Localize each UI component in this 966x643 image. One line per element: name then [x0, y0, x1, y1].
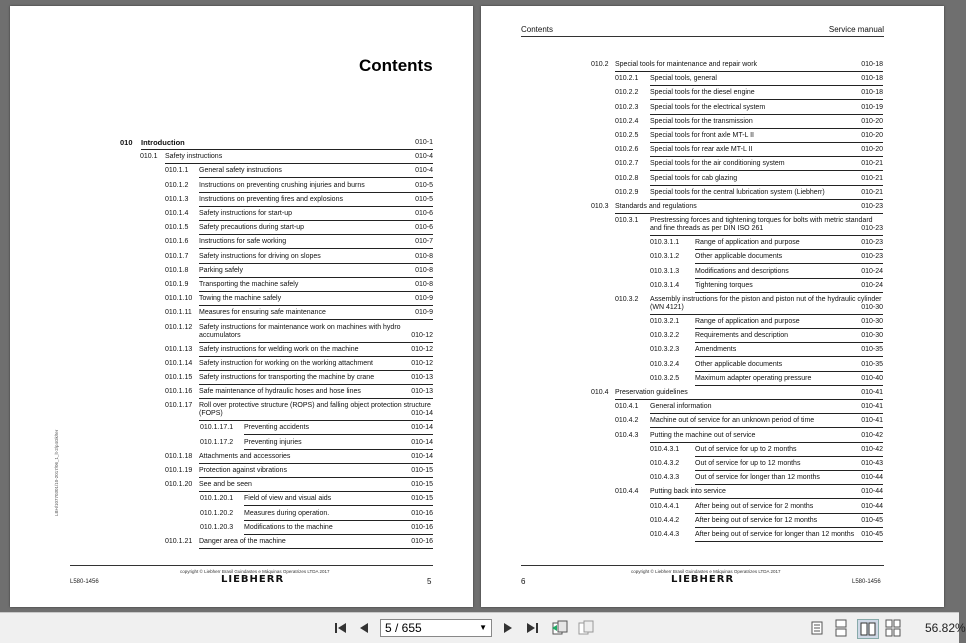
toc-entry-page: 010-4 [415, 153, 433, 161]
toc-entry-title: Machine out of service for an unknown period of time [650, 417, 883, 428]
toc-entry-page: 010-23 [861, 203, 883, 210]
first-page-icon[interactable] [332, 619, 350, 637]
toc-entry-title: Danger area of the machine [199, 538, 433, 549]
toc-entry[interactable] [650, 446, 883, 456]
toc-entry-number: 010.1.17 [165, 402, 193, 410]
toc-entry[interactable] [165, 267, 433, 277]
toc-entry-title: Other applicable documents [695, 361, 883, 372]
toc-entry-title: Safety precautions during start-up [199, 224, 433, 235]
toc-entry-page: 010-8 [415, 281, 433, 288]
toc-entry-number: 010.3.1.4 [650, 281, 680, 289]
toc-entry[interactable] [615, 160, 883, 170]
left-page [10, 6, 473, 607]
toc-entry-page: 010-4 [415, 167, 433, 175]
toc-entry[interactable] [165, 182, 433, 192]
toc-entry[interactable] [615, 417, 883, 427]
toc-entry-title: Preservation guidelines [615, 389, 883, 400]
toc-entry[interactable] [200, 495, 433, 505]
toc-entry-page: 010-45 [861, 516, 883, 524]
toc-entry[interactable] [165, 224, 433, 234]
toc-entry-number: 010.3.1.3 [650, 267, 680, 275]
page-number-input[interactable] [380, 619, 492, 637]
toc-entry-title: Attachments and accessories [199, 453, 433, 464]
toc-entry[interactable] [650, 318, 883, 328]
toc-entry-page: 010-20 [861, 132, 883, 139]
toc-entry-title: Measures for ensuring safe maintenance [199, 309, 433, 320]
toc-entry-page: 010-15 [411, 495, 433, 503]
footer-model: L580-1456 [70, 579, 99, 585]
toc-entry-title: Protection against vibrations [199, 467, 433, 478]
toc-entry-title: Safety instructions for start-up [199, 210, 433, 221]
toc-entry-number: 010.1 [140, 153, 158, 161]
toc-entry-title: Field of view and visual aids [244, 495, 433, 506]
toc-entry[interactable] [165, 346, 433, 356]
toc-entry[interactable] [165, 374, 433, 384]
toc-entry-number: 010.1.2 [165, 181, 189, 189]
toc-entry-title: General information [650, 403, 883, 414]
toc-entry-number: 010.4.2 [615, 417, 639, 425]
toc-entry[interactable] [650, 361, 883, 371]
toc-entry-number: 010.4.4 [615, 488, 639, 496]
toc-entry-page: 010-20 [861, 146, 883, 154]
toc-entry-title: Special tools for the transmission [650, 118, 883, 129]
toc-entry[interactable] [615, 403, 883, 413]
toc-entry-title: Preventing accidents [244, 424, 433, 435]
toc-entry-page: 010-45 [861, 531, 883, 538]
toc-entry[interactable] [165, 238, 433, 248]
toc-entry-page: 010-30 [861, 332, 883, 340]
toc-entry[interactable] [165, 481, 433, 491]
continuous-icon[interactable] [833, 619, 849, 637]
toc-entry-page: 010-44 [861, 488, 883, 496]
facing-icon[interactable] [857, 619, 879, 639]
toc-entry-number: 010.4.3.3 [650, 474, 680, 482]
toc-entry-title: After being out of service for longer than 12 months [695, 531, 883, 542]
toc-entry-page: 010-5 [415, 181, 433, 189]
toc-entry-title: Out of service for up to 2 months [695, 446, 883, 457]
toc-entry-page: 010-30 [861, 304, 883, 311]
toc-entry[interactable] [165, 295, 433, 305]
toc-entry[interactable] [650, 346, 883, 356]
toc-entry-title: Modifications and descriptions [695, 268, 883, 279]
toc-entry-number: 010.1.7 [165, 252, 189, 260]
toc-entry-title: After being out of service for 2 months [695, 503, 883, 514]
last-page-icon[interactable] [523, 619, 541, 637]
toc-entry-title: Towing the machine safely [199, 295, 433, 306]
toc-entry-title: Other applicable documents [695, 253, 883, 264]
toc-entry-page: 010-24 [861, 281, 883, 289]
toc-entry-number: 010.3.2.1 [650, 318, 680, 325]
toc-entry-number: 010.4.1 [615, 403, 639, 411]
toc-entry-page: 010-14 [411, 410, 433, 418]
toc-entry-number: 010.1.1 [165, 167, 189, 175]
toc-entry-page: 010-23 [861, 253, 883, 261]
toc-entry[interactable] [165, 253, 433, 263]
toc-entry[interactable] [615, 488, 883, 498]
toc-entry-number: 010.3.1.1 [650, 239, 680, 247]
toc-entry-number: 010.4.3 [615, 431, 639, 439]
toc-entry-page: 010-12 [411, 345, 433, 353]
toc-entry[interactable] [650, 268, 883, 278]
header-left: Contents [521, 25, 554, 34]
toc-entry[interactable] [650, 375, 883, 385]
toc-entry-number: 010.4.4.3 [650, 531, 680, 538]
toc-entry-number: 010.4.3.1 [650, 445, 680, 453]
toc-entry-title: General safety instructions [199, 167, 433, 178]
toc-entry-page: 010-9 [415, 309, 433, 317]
toc-entry-number: 010.1.6 [165, 238, 189, 246]
toc-entry-title: Safety instructions for welding work on the machine [199, 346, 433, 357]
toc-entry-page: 010-12 [411, 359, 433, 367]
toc-entry-page: 010-14 [411, 438, 433, 446]
toc-entry-page: 010-8 [415, 252, 433, 260]
toc-entry-number: 010.1.20 [165, 481, 193, 489]
toc-entry[interactable] [165, 388, 433, 398]
toc-entry-number: 010.2.6 [615, 146, 639, 154]
toc-entry-page: 010-6 [415, 210, 433, 217]
toc-entry-title: Special tools for the electrical system [650, 104, 883, 115]
footer-page-number: 6 [521, 577, 526, 586]
toc-entry-title: Amendments [695, 346, 883, 357]
toc-entry-number: 010.1.11 [165, 309, 192, 317]
toc-entry-title: Special tools for front axle MT-L II [650, 132, 883, 143]
toc-entry-title: Out of service for up to 12 months [695, 460, 883, 471]
toc-entry[interactable] [591, 389, 883, 399]
toc-entry-page: 010-15 [411, 467, 433, 474]
toc-entry-number: 010.2.7 [615, 160, 639, 168]
toc-entry-page: 010-21 [861, 188, 883, 196]
toc-entry[interactable] [200, 424, 433, 434]
toc-entry[interactable] [615, 118, 883, 128]
toc-entry[interactable] [650, 253, 883, 263]
footer-copyright: copyright © Liebherr Brasil Guindastes e Máquinas Operatrizes LTDA 2017 [180, 569, 330, 574]
toc-entry[interactable] [615, 296, 883, 314]
toc-entry-number: 010.1.12 [165, 323, 193, 331]
toc-entry-page: 010-30 [861, 318, 883, 325]
toc-entry-title: Special tools for the central lubrication system (Liebherr) [650, 189, 883, 200]
toc-entry-number: 010.4.4.1 [650, 502, 680, 510]
toc-entry-number: 010.4 [591, 389, 609, 396]
toc-entry[interactable] [165, 360, 433, 370]
toc-entry-title: Range of application and purpose [695, 318, 883, 329]
page-indicator: 5 / 655 [385, 621, 422, 635]
toc-entry-title: Instructions on preventing crushing injuries and burns [199, 182, 433, 193]
toc-entry[interactable] [615, 175, 883, 185]
toc-entry[interactable] [200, 524, 433, 534]
toc-entry-number: 010.3.1.2 [650, 253, 680, 261]
toc-entry-page: 010-19 [861, 103, 883, 111]
toc-entry-number: 010.1.5 [165, 224, 189, 232]
toc-entry[interactable] [165, 196, 433, 206]
toc-entry-page: 010-23 [861, 225, 883, 233]
toc-entry-number: 010.1.20.2 [200, 509, 234, 517]
toc-entry-page: 010-42 [861, 445, 883, 453]
footer-page-number: 5 [427, 577, 432, 586]
toc-entry-title: Putting back into service [650, 488, 883, 499]
toc-entry-title: Introduction [141, 139, 433, 150]
toc-entry-title: Special tools for the diesel engine [650, 89, 883, 100]
toc-entry[interactable] [615, 75, 883, 85]
toc-entry-page: 010-35 [861, 360, 883, 368]
toc-entry-title: Prestressing forces and tightening torques for bolts with metric standard and fine threads as per DIN ISO 261 [650, 217, 883, 236]
toc-entry[interactable] [615, 89, 883, 99]
toc-entry-page: 010-14 [411, 424, 433, 432]
toc-entry-number: 010.1.4 [165, 210, 189, 217]
toc-entry-number: 010.1.18 [165, 452, 193, 460]
liebherr-logo: LIEBHERR [671, 574, 735, 585]
toc-entry[interactable] [165, 324, 433, 342]
liebherr-logo: LIEBHERR [221, 574, 285, 585]
footer-model: L580-1456 [852, 579, 881, 585]
right-page [481, 6, 944, 607]
prev-page-icon[interactable] [356, 619, 372, 637]
toc-entry-number: 010.2.1 [615, 75, 639, 83]
toc-entry-page: 010-5 [415, 195, 433, 203]
toc-entry-page: 010-8 [415, 266, 433, 274]
toc-entry-page: 010-18 [861, 61, 883, 68]
toc-entry-title: Modifications to the machine [244, 524, 433, 535]
toc-entry-page: 010-15 [411, 481, 433, 489]
toc-entry[interactable] [591, 203, 883, 213]
toc-entry-title: After being out of service for 12 months [695, 517, 883, 528]
toc-entry-page: 010-43 [861, 460, 883, 467]
toc-entry-title: Tightening torques [695, 282, 883, 293]
toc-entry-title: Special tools, general [650, 75, 883, 86]
toc-entry-page: 010-41 [861, 417, 883, 425]
toc-entry-title: Putting the machine out of service [650, 432, 883, 443]
toc-entry-page: 010-21 [861, 174, 883, 182]
toc-entry-page: 010-16 [411, 523, 433, 531]
toc-entry-number: 010.1.17.1 [200, 424, 234, 432]
toc-entry[interactable] [650, 474, 883, 484]
toc-entry[interactable] [650, 531, 883, 541]
toc-entry-number: 010.4.4.2 [650, 516, 680, 524]
toc-entry-number: 010.4.3.2 [650, 460, 680, 467]
toc-entry-number: 010.1.8 [165, 266, 189, 274]
toc-entry-page: 010-35 [861, 346, 883, 354]
toc-entry[interactable] [200, 510, 433, 520]
toc-entry-number: 010.2.2 [615, 89, 639, 97]
toc-entry-title: Out of service for longer than 12 months [695, 474, 883, 485]
toc-entry[interactable] [615, 432, 883, 442]
toc-entry-title: Safety instructions for transporting the machine by crane [199, 374, 433, 385]
toc-entry-title: Instructions on preventing fires and explosions [199, 196, 433, 207]
toc-entry-page: 010-7 [415, 238, 433, 246]
toc-entry-number: 010.1.17.2 [200, 438, 234, 446]
toc-entry-page: 010-12 [411, 331, 433, 339]
toc-entry-number: 010.2.5 [615, 132, 639, 139]
toc-entry-number: 010.2.8 [615, 174, 639, 182]
toc-entry-page: 010-41 [861, 403, 883, 411]
toc-entry[interactable] [165, 538, 433, 548]
toc-entry-page: 010-9 [415, 295, 433, 303]
toc-entry-title: Instructions for safe working [199, 238, 433, 249]
toc-entry-page: 010-41 [861, 389, 883, 396]
toc-entry-title: Maximum adapter operating pressure [695, 375, 883, 386]
toc-entry-title: Transporting the machine safely [199, 281, 433, 292]
toc-entry-number: 010.1.21 [165, 538, 193, 545]
toc-entry[interactable] [165, 453, 433, 463]
toc-entry-title: Requirements and description [695, 332, 883, 343]
toc-entry-page: 010-24 [861, 267, 883, 275]
toc-entry-page: 010-14 [411, 452, 433, 460]
toc-entry-number: 010.1.15 [165, 374, 193, 381]
toc-entry-title: Special tools for the air conditioning system [650, 160, 883, 171]
footer-rule [521, 565, 884, 566]
toc-entry[interactable] [615, 104, 883, 114]
toc-entry[interactable] [650, 282, 883, 292]
toc-entry-page: 010-13 [411, 374, 433, 381]
contents-heading: Contents [359, 56, 433, 75]
toc-entry-page: 010-16 [411, 538, 433, 545]
toc-entry-number: 010.3.2.2 [650, 332, 680, 340]
toc-entry-title: Parking safely [199, 267, 433, 278]
toc-entry-page: 010-18 [861, 75, 883, 83]
toc-entry-page: 010-23 [861, 239, 883, 247]
toc-entry-title: Roll over protective structure (ROPS) and falling object protection structure (FOPS) [199, 402, 433, 421]
toc-entry-number: 010.3.2.3 [650, 346, 680, 354]
toc-entry[interactable] [615, 217, 883, 235]
toc-entry-title: Preventing injuries [244, 439, 433, 450]
toc-entry[interactable] [165, 467, 433, 477]
toc-entry[interactable] [165, 281, 433, 291]
toc-entry-page: 010-44 [861, 502, 883, 510]
toc-entry[interactable] [165, 402, 433, 420]
toc-entry-number: 010.3.2.5 [650, 374, 680, 382]
toc-entry-page: 010-13 [411, 388, 433, 396]
toc-entry[interactable] [650, 239, 883, 249]
toc-entry-title: Standards and regulations [615, 203, 883, 214]
toc-entry-title: Safety instructions for driving on slopes [199, 253, 433, 264]
toc-entry[interactable] [650, 517, 883, 527]
toc-entry-number: 010.1.16 [165, 388, 193, 396]
toc-entry-number: 010.2.9 [615, 188, 639, 196]
single-page-icon[interactable] [809, 619, 825, 637]
go-back-icon[interactable] [550, 619, 570, 637]
toc-entry-number: 010.2.3 [615, 103, 639, 111]
toc-entry[interactable] [650, 460, 883, 470]
header-right: Service manual [828, 25, 884, 34]
toolbar [0, 612, 966, 643]
toc-entry[interactable] [591, 61, 883, 71]
toc-entry[interactable] [615, 146, 883, 156]
chevron-down-icon[interactable]: ▼ [479, 623, 487, 632]
toc-entry-title: Safety instructions for maintenance work on machines with hydro accumulators [199, 324, 433, 343]
toc-entry-number: 010.3 [591, 203, 609, 210]
toc-entry-page: 010-42 [861, 431, 883, 439]
toc-entry-number: 010.1.14 [165, 359, 193, 367]
toc-entry-page: 010-44 [861, 474, 883, 482]
toc-entry-title: Safe maintenance of hydraulic hoses and hose lines [199, 388, 433, 399]
toc-entry-number: 010.1.10 [165, 295, 193, 303]
toc-entry-number: 010.1.13 [165, 345, 193, 353]
toc-entry[interactable] [120, 139, 433, 149]
toc-entry[interactable] [650, 503, 883, 513]
toc-entry-title: Measures during operation. [244, 510, 433, 521]
toc-entry-page: 010-16 [411, 509, 433, 517]
toc-entry[interactable] [615, 189, 883, 199]
toc-entry-number: 010.3.2.4 [650, 360, 680, 368]
side-code: LBH/10770301/10-2017/06_1_lt-2/p4Gk/ter [54, 429, 59, 516]
toc-entry[interactable] [200, 439, 433, 449]
toc-entry-page: 010-18 [861, 89, 883, 97]
toc-entry-title: See and be seen [199, 481, 433, 492]
toc-entry-number: 010 [120, 138, 133, 147]
toc-entry[interactable] [165, 309, 433, 319]
toc-entry[interactable] [140, 153, 433, 163]
zoom-level[interactable]: 56.82% [925, 621, 966, 635]
toc-entry-number: 010.1.3 [165, 195, 189, 203]
toc-entry-number: 010.1.20.3 [200, 523, 234, 531]
toc-entry-number: 010.1.9 [165, 281, 189, 288]
toc-entry-number: 010.1.19 [165, 467, 193, 474]
next-page-icon[interactable] [500, 619, 516, 637]
toc-entry[interactable] [650, 332, 883, 342]
toc-entry-title: Safety instruction for working on the working attachment [199, 360, 433, 371]
toc-entry-number: 010.3.1 [615, 217, 639, 225]
toc-entry-title: Special tools for maintenance and repair work [615, 61, 883, 72]
footer-rule [70, 565, 433, 566]
toc-entry-title: Range of application and purpose [695, 239, 883, 250]
toc-entry-page: 010-1 [415, 139, 433, 146]
toc-entry-page: 010-20 [861, 117, 883, 125]
toc-entry[interactable] [165, 210, 433, 220]
toc-entry-title: Assembly instructions for the piston and piston nut of the hydraulic cylinder (WN 4121) [650, 296, 883, 315]
toc-entry-title: Special tools for cab glazing [650, 175, 883, 186]
toc-entry-number: 010.2 [591, 61, 609, 68]
continuous-facing-icon[interactable] [884, 619, 902, 637]
toc-entry-title: Safety instructions [165, 153, 433, 164]
toc-entry-title: Special tools for rear axle MT-L II [650, 146, 883, 157]
toc-entry-number: 010.3.2 [615, 296, 639, 303]
toc-entry-page: 010-40 [861, 374, 883, 382]
toc-right [481, 6, 944, 607]
toc-entry-number: 010.2.4 [615, 117, 639, 125]
footer-copyright: copyright © Liebherr Brasil Guindastes e Máquinas Operatrizes LTDA 2017 [631, 569, 781, 574]
toc-entry[interactable] [615, 132, 883, 142]
toc-entry-number: 010.1.20.1 [200, 495, 234, 503]
toc-entry[interactable] [165, 167, 433, 177]
go-forward-icon[interactable] [576, 619, 596, 637]
toc-entry-page: 010-6 [415, 224, 433, 232]
toc-entry-page: 010-21 [861, 160, 883, 168]
toc-left [10, 6, 473, 607]
